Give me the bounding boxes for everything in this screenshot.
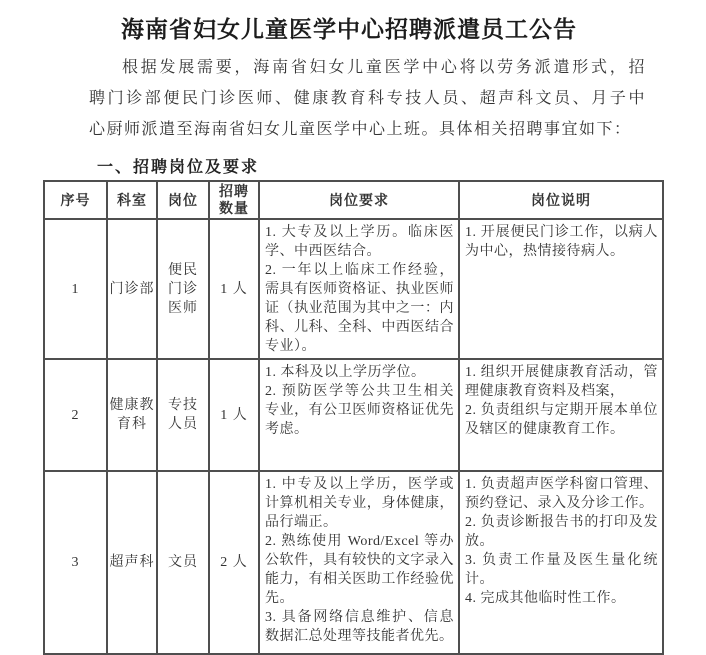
table-row (44, 219, 663, 359)
requirement-item: 3. 具备网络信息维护、信息数据汇总处理等技能者优先。 (265, 610, 454, 644)
cell-dept (107, 219, 157, 359)
requirement-item: 1. 大专及以上学历。临床医学、中西医结合。 (265, 225, 454, 259)
cell-seq: 1 (44, 219, 107, 359)
post-line: 文员 (168, 555, 198, 570)
section-heading: 一、招聘岗位及要求 (97, 159, 260, 176)
dept-line: 超声科 (109, 555, 155, 570)
description-item: 1. 开展便民门诊工作，以病人为中心，热情接待病人。 (465, 225, 658, 259)
description-item: 2. 负责组织与定期开展本单位及辖区的健康教育工作。 (465, 403, 658, 437)
cell-description (459, 359, 663, 471)
header-dept: 科室 (107, 181, 157, 219)
intro-line: 聘门诊部便民门诊医师、健康教育科专技人员、超声科文员、月子中 (89, 90, 646, 107)
requirement-item: 2. 熟练使用 Word/Excel 等办公软件，具有较快的文字录入能力，有相关医助工作经验优先。 (265, 534, 454, 606)
cell-dept (107, 359, 157, 471)
requirement-item: 2. 一年以上临床工作经验，需具有医师资格证、执业医师证（执业范围为其中之一：内科、儿科、全科、中西医结合专业）。 (265, 263, 454, 354)
cell-seq: 2 (44, 359, 107, 471)
requirement-item: 1. 本科及以上学历学位。 (265, 365, 426, 380)
description-item: 1. 组织开展健康教育活动，管理健康教育资料及档案， (465, 365, 658, 399)
intro-line: 心厨师派遣至海南省妇女儿童医学中心上班。具体相关招聘事宜如下： (89, 121, 632, 138)
header-seq: 序号 (44, 181, 107, 219)
table-row (44, 471, 663, 654)
post-line: 专技 (168, 398, 198, 413)
post-line: 人员 (168, 417, 198, 432)
page-title: 海南省妇女儿童医学中心招聘派遣员工公告 (121, 16, 577, 42)
cell-seq: 3 (44, 471, 107, 654)
cell-count: 1 人 (209, 219, 259, 359)
post-line: 便民 (168, 262, 198, 278)
intro-paragraph (89, 52, 646, 145)
cell-count: 2 人 (209, 471, 259, 654)
cell-post (157, 359, 209, 471)
header-count-line: 招聘 (219, 183, 249, 199)
dept-line: 健康教 (109, 398, 155, 413)
description-item: 3. 负责工作量及医生量化统计。 (465, 553, 658, 587)
cell-requirements (259, 471, 459, 654)
header-post: 岗位 (157, 181, 209, 219)
cell-description (459, 219, 663, 359)
header-description: 岗位说明 (459, 181, 663, 219)
cell-post (157, 219, 209, 359)
table-row (44, 359, 663, 471)
cell-description (459, 471, 663, 654)
header-count-line: 数量 (219, 200, 249, 216)
intro-line: 根据发展需要，海南省妇女儿童医学中心将以劳务派遣形式，招 (122, 59, 646, 76)
requirement-item: 2. 预防医学等公共卫生相关专业，有公卫医师资格证优先考虑。 (265, 384, 454, 437)
requirement-item: 1. 中专及以上学历，医学或计算机相关专业，身体健康，品行端正。 (265, 477, 454, 530)
post-line: 门诊 (168, 281, 198, 297)
cell-post (157, 471, 209, 654)
recruitment-table (43, 180, 664, 655)
dept-line: 育科 (117, 417, 147, 432)
header-requirements: 岗位要求 (259, 181, 459, 219)
header-count (209, 181, 259, 219)
description-item: 1. 负责超声医学科窗口管理、预约登记、录入及分诊工作。 (465, 477, 658, 511)
description-item: 2. 负责诊断报告书的打印及发放。 (465, 515, 658, 549)
post-line: 医师 (168, 300, 198, 316)
cell-requirements (259, 219, 459, 359)
dept-line: 门诊部 (109, 281, 155, 297)
description-item: 4. 完成其他临时性工作。 (465, 591, 626, 606)
cell-requirements (259, 359, 459, 471)
cell-dept (107, 471, 157, 654)
table-header-row (44, 181, 663, 219)
cell-count: 1 人 (209, 359, 259, 471)
